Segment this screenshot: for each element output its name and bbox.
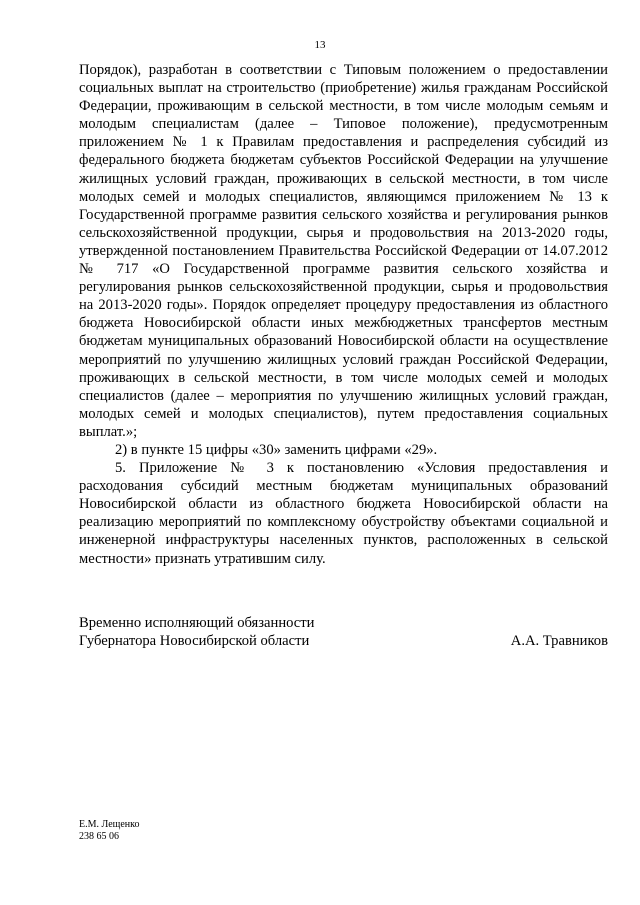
footer-phone: 238 65 06 [79,831,119,842]
document-body [79,61,608,568]
signatory-position-line2: Губернатора Новосибирской области [79,633,310,650]
signature-line [79,632,608,650]
paragraph-continuation: Порядок), разработан в соответствии с Типовым положением о предоставлении социальных выплат на строительство (приобретение) жилья гражданам Российской Федерации, проживающим в сельской местности, в том числе молодым семьям и молодым специалистам (далее – Типовое положение), предусмотренным приложением № 1 к Правилам предоставления и распределения субсидий из федерального бюджета бюджетам субъектов Российской Федерации на улучшение жилищных условий граждан, проживающих в сельской местности, в том числе молодых семей и молодых специалистов, являющимся приложением № 13 к Государственной программе развития сельского хозяйства и регулирования рынков сельскохозяйственной продукции, сырья и продовольствия на 2013-2020 годы, утвержденной постановлением Правительства Российской Федерации от 14.07.2012 № 717 «О Государственной программе развития сельского хозяйства и регулирования рынков сельскохозяйственной продукции, сырья и продовольствия на 2013-2020 годы». Порядок определяет процедуру предоставления из областного бюджета Новосибирской области иных межбюджетных трансфертов местным бюджетам муниципальных образований Новосибирской области на осуществление мероприятий по улучшению жилищных условий граждан Российской Федерации, проживающих в сельской местности, в том числе молодых семей и молодых специалистов (далее – мероприятия по улучшению жилищных условий граждан, молодых семей и молодых специалистов), путем предоставления социальных выплат.»; [79,62,608,440]
footer-author: Е.М. Лещенко [79,819,140,830]
signatory-name: А.А. Травников [510,633,608,650]
page-number: 13 [314,39,326,51]
signature-block [79,614,608,650]
signatory-position-line1: Временно исполняющий обязанности [79,615,315,631]
paragraph-item-5: 5. Приложение № 3 к постановлению «Условия предоставления и расходования субсидий местным бюджетам муниципальных образований Новосибирской области из областного бюджета Новосибирской области на реализацию мероприятий по комплексному обустройству объектами социальной и инженерной инфраструктуры населенных пунктов, расположенных в сельской местности» признать утратившим силу. [79,460,608,567]
paragraph-item-2: 2) в пункте 15 цифры «30» заменить цифрами «29». [115,441,438,458]
footer-contact [79,819,140,843]
